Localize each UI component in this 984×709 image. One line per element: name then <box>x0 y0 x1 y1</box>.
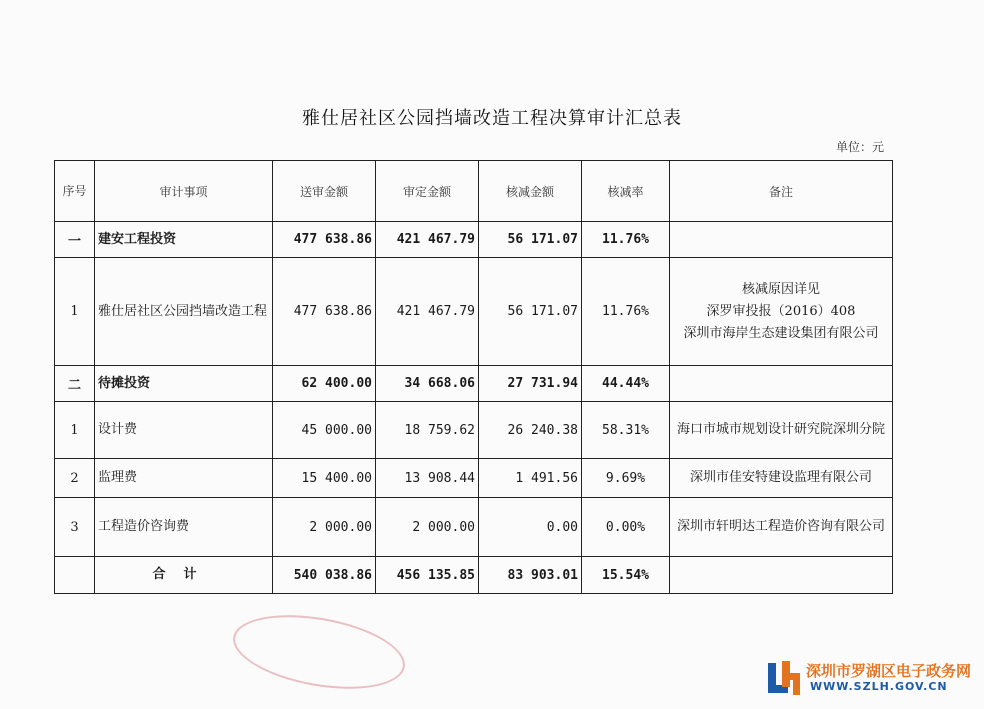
note-line: 核减原因详见 <box>741 281 820 297</box>
row-submitted: 45 000.00 <box>273 402 376 459</box>
logo-site-name: 深圳市罗湖区电子政务网 <box>806 662 972 680</box>
row-item: 建安工程投资 <box>95 222 273 258</box>
row-approved: 2 000.00 <box>376 498 479 557</box>
row-rate: 11.76% <box>582 258 670 366</box>
header-item: 审计事项 <box>95 161 273 222</box>
note-line: 深罗审投报（2016）408 <box>706 303 856 319</box>
total-label: 合计 <box>95 557 273 594</box>
header-rate: 核减率 <box>582 161 670 222</box>
table-row <box>55 402 893 459</box>
note-line: 深圳市海岸生态建设集团有限公司 <box>683 325 879 341</box>
total-approved: 456 135.85 <box>376 557 479 594</box>
row-item: 雅仕居社区公园挡墙改造工程 <box>95 258 273 366</box>
page-title: 雅仕居社区公园挡墙改造工程决算审计汇总表 <box>302 108 682 129</box>
unit-label: 单位：元 <box>835 140 884 154</box>
total-reduced: 83 903.01 <box>479 557 582 594</box>
row-reduced: 56 171.07 <box>479 258 582 366</box>
lh-logo-icon <box>766 659 802 697</box>
row-seq: 3 <box>55 498 95 557</box>
table-row <box>55 222 893 258</box>
row-rate: 11.76% <box>582 222 670 258</box>
row-rate: 9.69% <box>582 459 670 498</box>
total-submitted: 540 038.86 <box>273 557 376 594</box>
total-seq <box>55 557 95 594</box>
header-reduced: 核减金额 <box>479 161 582 222</box>
row-seq: 1 <box>55 402 95 459</box>
row-rate: 44.44% <box>582 366 670 402</box>
row-reduced: 27 731.94 <box>479 366 582 402</box>
header-approved: 审定金额 <box>376 161 479 222</box>
total-note <box>670 557 893 594</box>
header-note: 备注 <box>670 161 893 222</box>
header-seq: 序号 <box>55 161 95 222</box>
row-seq: 1 <box>55 258 95 366</box>
table-row <box>55 258 893 366</box>
row-approved: 18 759.62 <box>376 402 479 459</box>
table-row <box>55 498 893 557</box>
row-item: 监理费 <box>95 459 273 498</box>
row-submitted: 62 400.00 <box>273 366 376 402</box>
row-seq: 一 <box>55 222 95 258</box>
row-note: 海口市城市规划设计研究院深圳分院 <box>670 402 893 459</box>
table-total-row <box>55 557 893 594</box>
table-row <box>55 366 893 402</box>
row-note <box>670 222 893 258</box>
row-submitted: 15 400.00 <box>273 459 376 498</box>
row-seq: 二 <box>55 366 95 402</box>
row-approved: 421 467.79 <box>376 258 479 366</box>
row-reduced: 56 171.07 <box>479 222 582 258</box>
row-seq: 2 <box>55 459 95 498</box>
table-row <box>55 459 893 498</box>
total-rate: 15.54% <box>582 557 670 594</box>
row-reduced: 0.00 <box>479 498 582 557</box>
audit-summary-table <box>54 160 893 594</box>
row-approved: 421 467.79 <box>376 222 479 258</box>
table-header-row <box>55 161 893 222</box>
header-submitted: 送审金额 <box>273 161 376 222</box>
row-rate: 0.00% <box>582 498 670 557</box>
row-item: 工程造价咨询费 <box>95 498 273 557</box>
row-rate: 58.31% <box>582 402 670 459</box>
row-item: 待摊投资 <box>95 366 273 402</box>
row-reduced: 1 491.56 <box>479 459 582 498</box>
row-note: 深圳市佳安特建设监理有限公司 <box>670 459 893 498</box>
row-note <box>670 258 893 366</box>
row-submitted: 2 000.00 <box>273 498 376 557</box>
row-approved: 34 668.06 <box>376 366 479 402</box>
row-reduced: 26 240.38 <box>479 402 582 459</box>
row-submitted: 477 638.86 <box>273 222 376 258</box>
row-submitted: 477 638.86 <box>273 258 376 366</box>
red-seal-stamp <box>227 603 410 700</box>
row-note <box>670 366 893 402</box>
row-note: 深圳市轩明达工程造价咨询有限公司 <box>670 498 893 557</box>
site-logo[interactable] <box>766 657 972 699</box>
row-approved: 13 908.44 <box>376 459 479 498</box>
row-item: 设计费 <box>95 402 273 459</box>
logo-site-url: WWW.SZLH.GOV.CN <box>810 680 948 693</box>
